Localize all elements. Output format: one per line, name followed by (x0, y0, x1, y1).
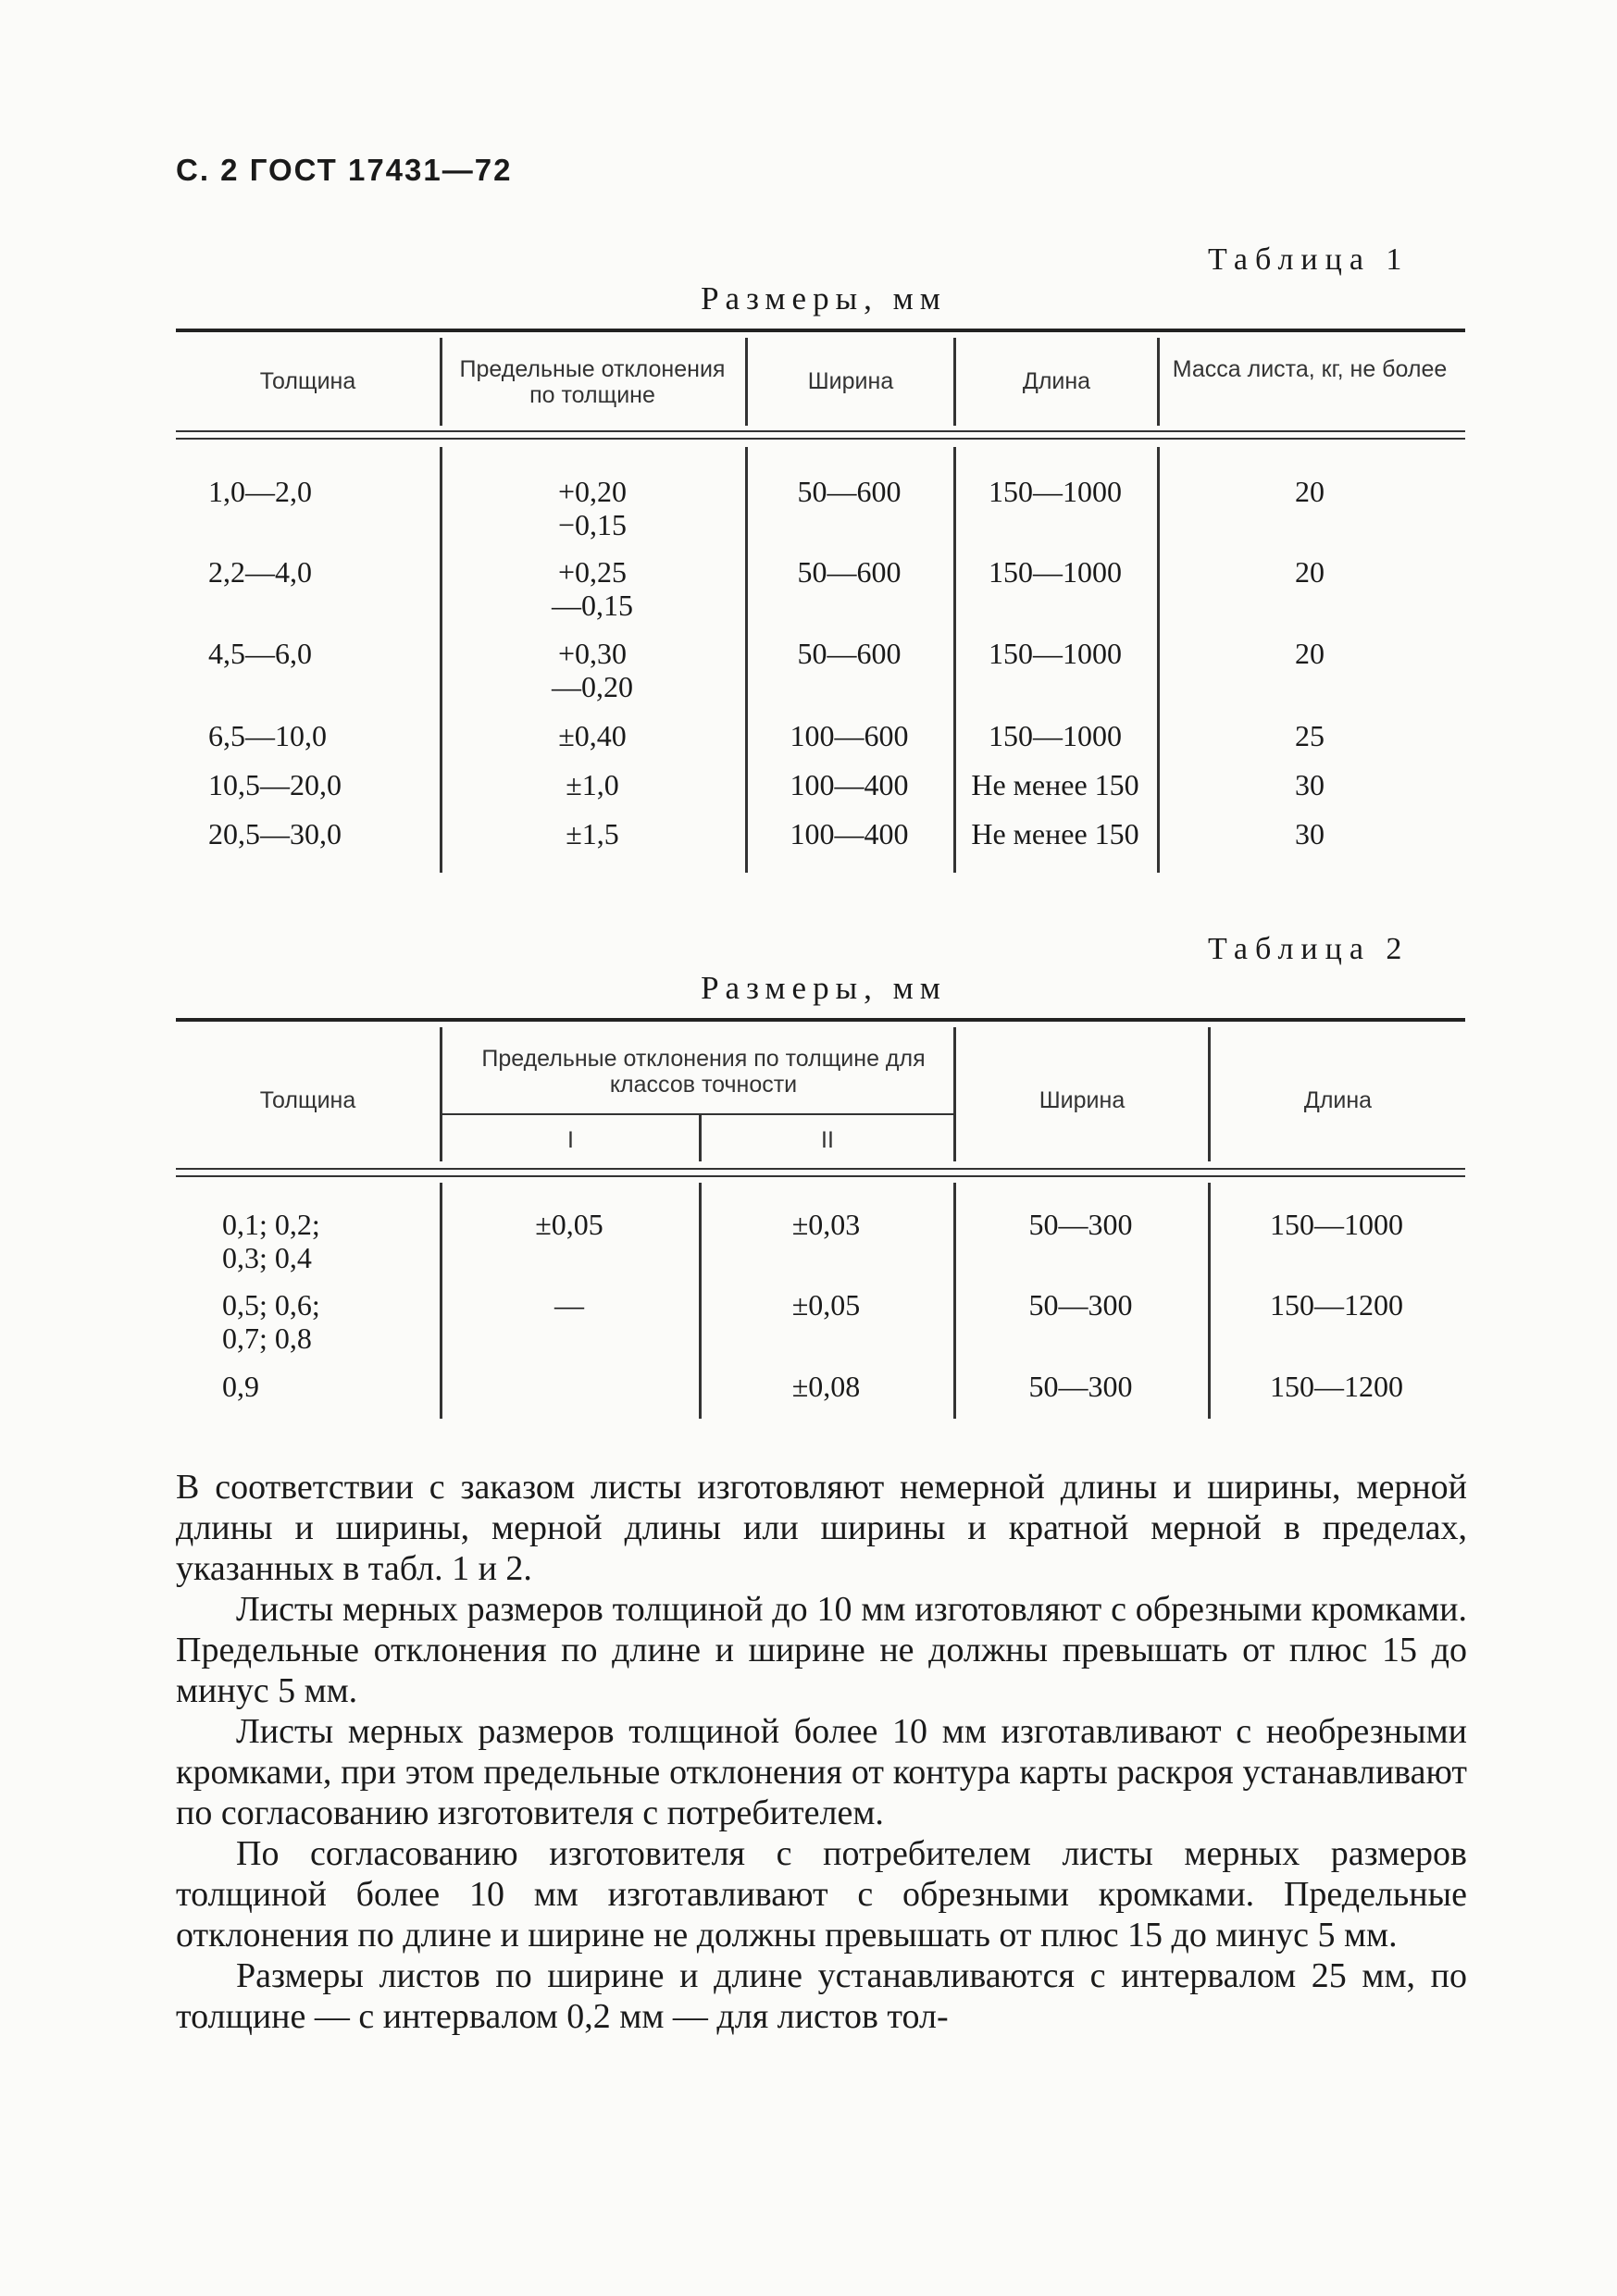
table1-cell-width: 50—600 (797, 637, 902, 670)
table1-header-length: Длина (1022, 368, 1091, 394)
table1-cell-dev-plus: +0,20 (557, 475, 628, 508)
table1-header-deviation: Предельные отклонения по толщине (459, 356, 726, 408)
table2-cell-width: 50—300 (1028, 1288, 1133, 1322)
table1-cell-mass: 30 (1295, 768, 1325, 801)
table1-cell-thickness: 20,5—30,0 (208, 817, 342, 850)
table2-cell-class-2: ±0,08 (791, 1370, 861, 1403)
paragraph: Листы мерных размеров толщиной более 10 мм изготавливают с необрезными кромками, при этом предельные отклонения от контура карты раскроя устанавливают по согласованию изготовителя с потребителем. (176, 1712, 1467, 1832)
table1-cell-length: 150—1000 (989, 555, 1122, 589)
table1-cell-width: 50—600 (797, 475, 902, 508)
table1-cell-width: 50—600 (797, 555, 902, 589)
table1-cell-length: Не менее 150 (971, 768, 1139, 801)
table2-header-class-1: I (567, 1127, 574, 1153)
table2-header-thickness: Толщина (259, 1087, 356, 1113)
paragraph: Размеры листов по ширине и длине устанавливаются с интервалом 25 мм, по толщине — с интервалом 0,2 мм — для листов тол- (176, 1956, 1467, 2036)
table2-header-class-2: II (821, 1127, 834, 1153)
table1-cell-dev-minus: −0,15 (557, 508, 628, 541)
table2-cell-thickness: 0,5; 0,6; (222, 1288, 320, 1322)
table1-cell-dev-plus: +0,30 (557, 637, 628, 670)
table2-cell-thickness: 0,9 (222, 1370, 259, 1403)
table1-cell-dev-plus: +0,25 (557, 555, 628, 589)
table1-cell-length: Не менее 150 (971, 817, 1139, 850)
table2 (176, 1018, 1465, 1425)
table1-cell-thickness: 6,5—10,0 (208, 719, 327, 752)
table2-cell-length: 150—1200 (1270, 1288, 1403, 1322)
table1-header-mass: Масса листа, кг, не более (1172, 356, 1448, 382)
table1-units: Размеры, мм (701, 280, 947, 316)
table1-caption: Таблица 1 (1208, 242, 1410, 277)
paragraph: По согласованию изготовителя с потребителем листы мерных размеров толщиной более 10 мм изготавливают с обрезными кромками. Предельные отклонения по длине и ширине не должны превышать от плюс 15 до минус 5 мм. (176, 1834, 1467, 1955)
body-text (176, 1467, 1467, 2037)
table2-cell-class-1: ±0,05 (535, 1208, 603, 1241)
table1-cell-thickness: 2,2—4,0 (208, 555, 312, 589)
table1-cell-width: 100—400 (790, 768, 909, 801)
page-header: С. 2 ГОСТ 17431—72 (176, 153, 513, 187)
table1-cell-width: 100—400 (790, 817, 909, 850)
table2-cell-class-2: ±0,05 (791, 1288, 861, 1322)
table1-cell-mass: 30 (1295, 817, 1325, 850)
table2-caption: Таблица 2 (1208, 932, 1410, 966)
table1-cell-mass: 25 (1295, 719, 1325, 752)
table2-header-length: Длина (1303, 1087, 1373, 1113)
table1-cell-dev-plus: ±1,5 (566, 817, 619, 850)
table2-cell-length: 150—1200 (1270, 1370, 1403, 1403)
table1-cell-mass: 20 (1295, 637, 1325, 670)
paragraph: В соответствии с заказом листы изготовляют немерной длины и ширины, мерной длины и ширины, мерной длины или ширины и кратной мерной в пределах, указанных в табл. 1 и 2. (176, 1468, 1467, 1588)
table2-header-deviation-group: Предельные отклонения по толщине для классов точности (481, 1046, 926, 1098)
table1-cell-thickness: 10,5—20,0 (208, 768, 342, 801)
table1-cell-length: 150—1000 (989, 719, 1122, 752)
table1-cell-thickness: 4,5—6,0 (208, 637, 312, 670)
table1 (176, 329, 1465, 879)
table1-cell-dev-plus: ±1,0 (566, 768, 619, 801)
table2-cell-length: 150—1000 (1270, 1208, 1403, 1241)
table2-cell-width: 50—300 (1028, 1208, 1133, 1241)
table1-cell-dev-plus: ±0,40 (558, 719, 627, 752)
paragraph: Листы мерных размеров толщиной до 10 мм изготовляют с обрезными кромками. Предельные отклонения по длине и ширине не должны превышать от плюс 15 до минус 5 мм. (176, 1590, 1467, 1710)
table2-header-width: Ширина (1039, 1087, 1126, 1113)
table1-cell-width: 100—600 (790, 719, 909, 752)
table2-cell-thickness: 0,3; 0,4 (222, 1241, 312, 1274)
table1-cell-thickness: 1,0—2,0 (208, 475, 312, 508)
table1-cell-dev-minus: —0,20 (552, 670, 633, 703)
table2-cell-width: 50—300 (1028, 1370, 1133, 1403)
table1-cell-length: 150—1000 (989, 637, 1122, 670)
table1-header-thickness: Толщина (259, 368, 356, 394)
table2-cell-thickness: 0,7; 0,8 (222, 1322, 312, 1355)
table2-cell-class-2: ±0,03 (791, 1208, 861, 1241)
table1-cell-dev-minus: —0,15 (552, 589, 633, 622)
table1-header-width: Ширина (807, 368, 894, 394)
table2-cell-thickness: 0,1; 0,2; (222, 1208, 320, 1241)
table1-cell-mass: 20 (1295, 475, 1325, 508)
table2-units: Размеры, мм (701, 970, 947, 1006)
table2-cell-class-1: — (554, 1288, 584, 1322)
table1-cell-mass: 20 (1295, 555, 1325, 589)
table1-cell-length: 150—1000 (989, 475, 1122, 508)
